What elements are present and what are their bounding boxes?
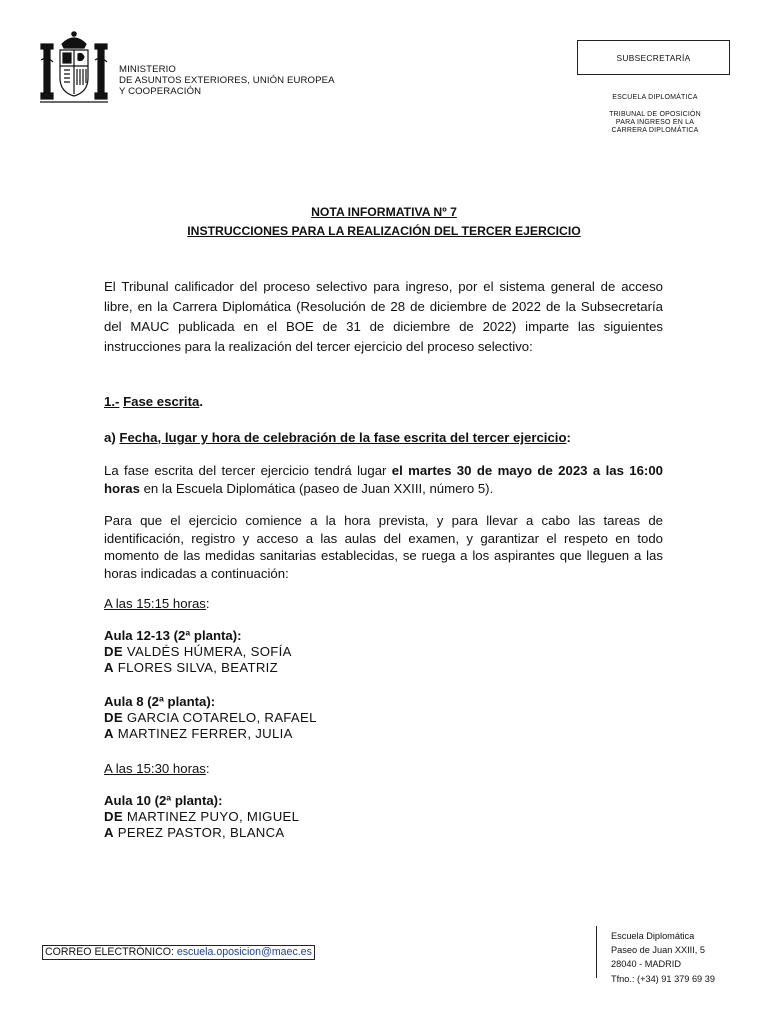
footer-address [611, 929, 715, 986]
arrival-paragraph: Para que el ejercicio comience a la hora prevista, y para llevar a cabo las tareas de identificación, registro y acceso a las aulas del examen, y garantizar el respeto en todo momento de las medidas sanitarias establecidas, se ruega a los aspirantes que lleguen a las horas indicadas a continuación: [104, 513, 663, 581]
range-from-label: DE [104, 710, 123, 725]
section-punct: . [199, 394, 203, 409]
aula-heading: Aula 8 (2ª planta): [104, 694, 216, 709]
range-from-name: MARTINEZ PUYO, MIGUEL [126, 809, 300, 824]
intro-paragraph: El Tribunal calificador del proceso selectivo para ingreso, por el sistema general de acceso libre, en la Carrera Diplomática (Resolución de 28 de diciembre de 2022 de la Subsecretaría del MAUC publicada en el BOE de 31 de diciembre de 2022) imparte las siguientes instrucciones para la realización del tercer ejercicio del proceso selectivo: [104, 279, 663, 354]
document-subtitle: INSTRUCCIONES PARA LA REALIZACIÓN DEL TERCER EJERCICIO [187, 224, 581, 238]
subsecretaria-label: SUBSECRETARÍA [616, 52, 691, 63]
escuela-label: ESCUELA DIPLOMÁTICA [612, 94, 698, 101]
section-heading [104, 394, 203, 409]
address-line: Tfno.: (+34) 91 379 69 39 [611, 973, 715, 984]
section-number: 1.- [104, 394, 120, 409]
schedule-time-punct: : [205, 761, 210, 776]
address-line: Escuela Diplomática [611, 931, 695, 941]
email-label: CORREO ELECTRÓNICO: [45, 946, 174, 958]
range-from-label: DE [104, 644, 123, 659]
schedule-time [104, 761, 210, 778]
email-link[interactable]: escuela.oposicion@maec.es [176, 946, 312, 958]
document-title: NOTA INFORMATIVA Nº 7 [311, 205, 457, 219]
tribunal-line: PARA INGRESO EN LA [615, 119, 695, 127]
subsection-punct: : [566, 430, 571, 445]
range-to-label: A [104, 660, 114, 675]
range-to-name: MARTINEZ FERRER, JULIA [117, 726, 293, 741]
spain-coat-of-arms-logo [38, 30, 110, 108]
address-line: Paseo de Juan XXIII, 5 [611, 945, 705, 956]
date-text-before: La fase escrita del tercer ejercicio tendrá lugar [104, 463, 392, 478]
range-from-name: GARCIA COTARELO, RAFAEL [126, 710, 317, 725]
ministry-line: Y COOPERACIÓN [119, 86, 202, 97]
range-from-name: VALDÉS HÚMERA, SOFÍA [126, 644, 292, 659]
schedule-time-text: A las 15:30 horas [104, 761, 206, 776]
tribunal-label [580, 111, 730, 136]
aula-heading: Aula 10 (2ª planta): [104, 793, 223, 808]
tribunal-line: TRIBUNAL DE OPOSICIÓN [609, 111, 701, 118]
schedule-time [104, 596, 210, 613]
ministry-line: DE ASUNTOS EXTERIORES, UNIÓN EUROPEA [119, 75, 335, 86]
date-text-after: en la Escuela Diplomática (paseo de Juan XXIII, número 5). [139, 480, 494, 496]
range-to-name: FLORES SILVA, BEATRIZ [117, 660, 278, 675]
subsection-title: Fecha, lugar y hora de celebración de la fase escrita del tercer ejercicio [119, 430, 567, 445]
tribunal-line: CARRERA DIPLOMÁTICA [611, 127, 699, 135]
ministry-name [119, 64, 335, 97]
range-to-label: A [104, 825, 114, 840]
date-text-bold: el martes 30 de mayo de 2023 a las 16:00 horas [104, 463, 663, 496]
subsecretaria-box [577, 40, 730, 75]
ministry-line: MINISTERIO [119, 64, 176, 75]
range-from [104, 809, 299, 826]
range-to-label: A [104, 726, 114, 741]
subsection-prefix: a) [104, 430, 116, 445]
range-from-label: DE [104, 809, 123, 824]
schedule-time-text: A las 15:15 horas [104, 596, 206, 611]
aula-heading: Aula 12-13 (2ª planta): [104, 628, 242, 643]
range-to-name: PEREZ PASTOR, BLANCA [117, 825, 285, 840]
schedule-time-punct: : [205, 596, 210, 611]
section-title: Fase escrita [123, 394, 200, 409]
date-paragraph [104, 462, 663, 497]
subsection-heading [104, 430, 571, 445]
range-to [104, 825, 285, 842]
range-to [104, 660, 278, 677]
address-line: 28040 - MADRID [611, 959, 681, 970]
range-from [104, 644, 292, 661]
range-from [104, 710, 317, 727]
range-to [104, 726, 293, 743]
footer-divider [596, 926, 597, 978]
email-footer [42, 945, 315, 960]
